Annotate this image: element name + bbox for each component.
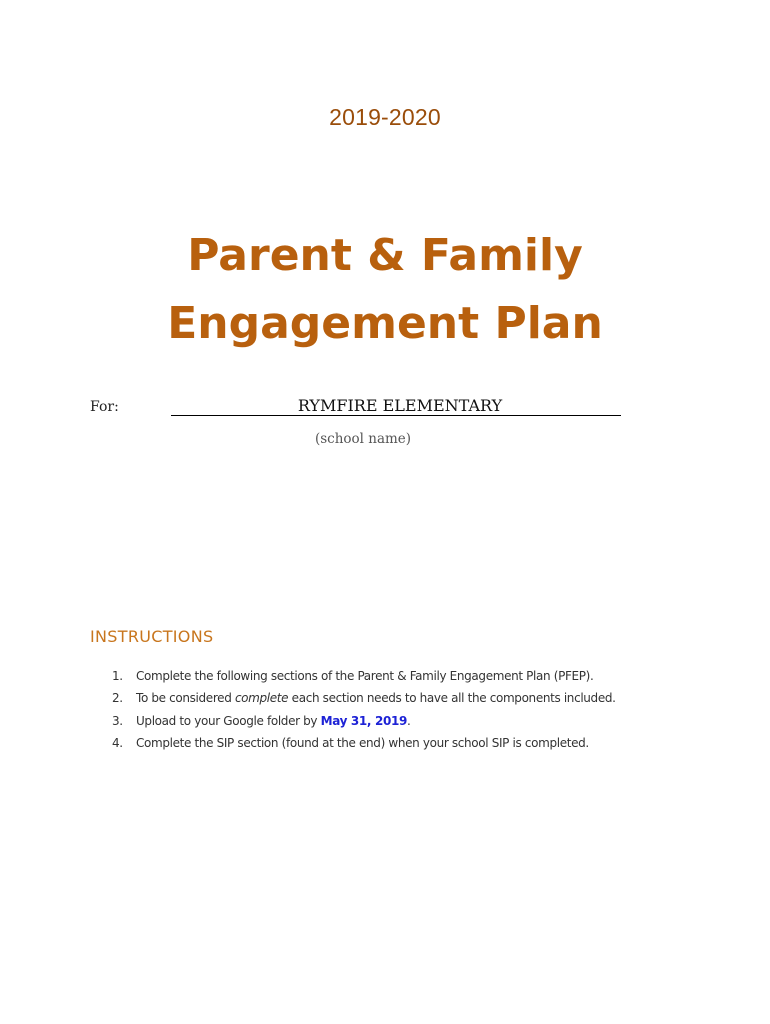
school-name-value: RYMFIRE ELEMENTARY [297,396,503,415]
list-item-text: Upload to your Google folder by [136,713,321,728]
list-item [90,732,690,754]
title-line-1: Parent & Family [187,230,583,281]
list-item-text: Complete the following sections of the Parent & Family Engagement Plan (PFEP). [136,669,594,683]
list-item [90,687,690,709]
list-item-text: Complete the SIP section (found at the end) when your school SIP is completed. [136,736,589,751]
deadline-date: May 31, 2019 [320,713,407,728]
school-name-field [171,396,621,416]
instructions-list [90,665,690,755]
list-item-text: To be considered [136,691,235,706]
school-year: 2019-2020 [329,104,441,130]
list-item-number: 3. [112,713,123,728]
page-title [0,222,770,358]
for-label: For: [90,399,119,415]
list-item-number: 1. [112,669,123,683]
list-item [90,710,690,732]
emphasis-text: complete [234,691,289,706]
school-name-caption: (school name) [314,431,412,447]
list-item [90,665,690,687]
title-line-2: Engagement Plan [167,298,603,349]
list-item-number: 2. [112,691,123,706]
instructions-heading: INSTRUCTIONS [90,627,214,646]
list-item-number: 4. [112,736,123,751]
list-item-text: each section needs to have all the components included. [288,691,616,706]
list-item-text: . [406,713,411,728]
